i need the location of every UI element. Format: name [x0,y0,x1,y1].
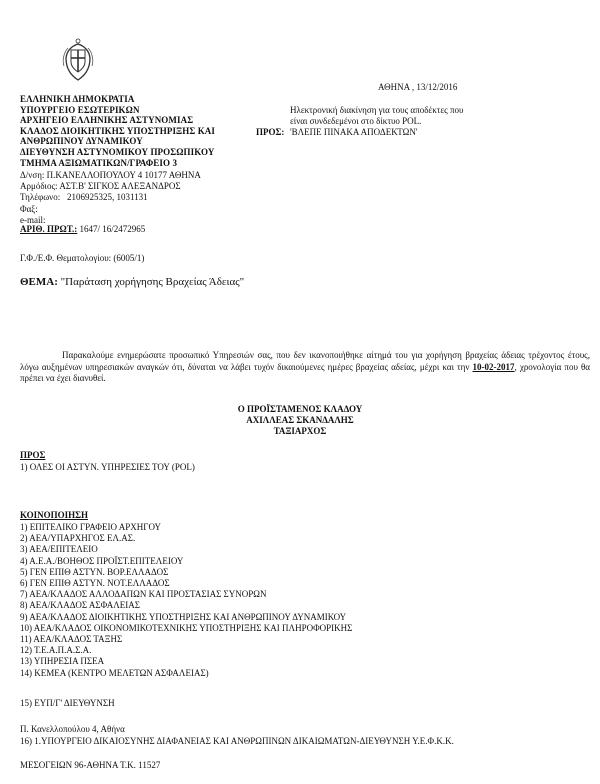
list-item: 14) ΚΕΜΕΑ (ΚΕΝΤΡΟ ΜΕΛΕΤΩΝ ΑΣΦΑΛΕΙΑΣ) [20,667,209,678]
address-line: Π. Κανελλοπούλου 4, Αθήνα [20,724,125,734]
body-text-end: , χρονολογία που θα πρέπει να έχει διανυθεί. [20,361,590,383]
deadline-date: 10-02-2017 [472,361,515,372]
signatory-name: ΑΧΙΛΛΕΑΣ ΣΚΑΝΔΑΛΗΣ [246,415,354,425]
list-item: 1) ΕΠΙΤΕΛΙΚΟ ΓΡΑΦΕΙΟ ΑΡΧΗΓΟΥ [20,522,161,532]
header-line: ΚΛΑΔΟΣ ΔΙΟΙΚΗΤΙΚΗΣ ΥΠΟΣΤΗΡΙΞΗΣ ΚΑΙ [20,125,215,136]
protocol-value: 1647/ 16/2472965 [79,224,146,234]
topic-file-reference: Γ.Φ./Ε.Φ. Θεματολογίου: (6005/1) [20,253,145,263]
body-text-start: Παρακαλούμε ενημερώσατε προσωπικό Υπηρεσιών σας, που δεν ικανοποιήθηκε αίτημά του για χορήγηση βραχείας άδειας τρέχοντος έτους, λόγω αυξημένων υπηρεσιακών αναγκών ότι, δύναται να λάβει τυχόν δικαιούμενες ημέρες βραχείας αδείας, μέχρι και την [20,350,590,372]
header-line: ΕΛΛΗΝΙΚΗ ΔΗΜΟΚΡΑΤΙΑ [20,94,135,104]
header-line: ΥΠΟΥΡΓΕΙΟ ΕΣΩΤΕΡΙΚΩΝ [20,104,140,115]
signature-block [238,404,363,437]
address-label: Δ/νση: [20,170,45,180]
list-item: 2) ΑΕΑ/ΥΠΑΡΧΗΓΟΣ ΕΛ.ΑΣ. [20,533,136,544]
recipient-value: 'ΒΛΕΠΕ ΠΙΝΑΚΑ ΑΠΟΔΕΚΤΩΝ' [290,127,418,137]
list-item: 1) ΟΛΕΣ ΟΙ ΑΣΤΥΝ. ΥΠΗΡΕΣΙΕΣ ΤΟΥ (POL) [20,462,195,472]
coat-of-arms-emblem [58,36,98,84]
officer-value: ΑΣΤ.Β' ΣΙΓΚΟΣ ΑΛΕΞΑΝΔΡΟΣ [59,181,181,192]
list-item: 13) ΥΠΗΡΕΣΙΑ ΠΣΕΑ [20,656,105,667]
document-date: ΑΘΗΝΑ , 13/12/2016 [378,82,458,92]
list-item: 3) ΑΕΑ/ΕΠΙΤΕΛΕΙΟ [20,544,98,555]
body-paragraph [20,350,590,385]
list-item: 10) ΑΕΑ/ΚΛΑΔΟΣ ΟΙΚΟΝΟΜΙΚΟΤΕΧΝΙΚΗΣ ΥΠΟΣΤΗΡΙΞΗΣ ΚΑΙ ΠΛΗΡΟΦΟΡΙΚΗΣ [20,622,353,633]
signatory-title: Ο ΠΡΟΪΣΤΑΜΕΝΟΣ ΚΛΑΔΟΥ [237,404,363,414]
list-item: 16) 1.ΥΠΟΥΡΓΕΙΟ ΔΙΚΑΙΟΣΥΝΗΣ ΔΙΑΦΑΝΕΙΑΣ ΚΑΙ ΑΝΘΡΩΠΙΝΩΝ ΔΙΚΑΙΩΜΑΤΩΝ-ΔΙΕΥΘΥΝΣΗ Υ.Ε.Φ.Κ.Κ. [20,736,454,746]
note-line: Ηλεκτρονική διακίνηση για τους αποδέκτες που [290,105,464,115]
issuing-authority-header [20,94,215,168]
cc-section-title: ΚΟΙΝΟΠΟΙΗΣΗ [20,510,89,520]
subject-label: ΘΕΜΑ: [20,276,58,288]
list-item: 5) ΓΕΝ ΕΠΙΘ ΑΣΤΥΝ. ΒΟΡ.ΕΛΛΑΔΟΣ [20,566,169,577]
list-item: 6) ΓΕΝ ΕΠΙΘ ΑΣΤΥΝ. ΝΟΤ.ΕΛΛΑΔΟΣ [20,578,170,589]
list-item: 11) ΑΕΑ/ΚΛΑΔΟΣ ΤΑΞΗΣ [20,634,123,645]
list-item: 15) ΕΥΠ/Γ' ΔΙΕΥΘΥΝΣΗ [20,698,115,708]
protocol-label: ΑΡΙΘ. ΠΡΩΤ.: [20,224,78,234]
list-item: 7) ΑΕΑ/ΚΛΑΔΟΣ ΑΛΛΟΔΑΠΩΝ ΚΑΙ ΠΡΟΣΤΑΣΙΑΣ ΣΥΝΟΡΩΝ [20,589,267,600]
list-item: 8) ΑΕΑ/ΚΛΑΔΟΣ ΑΣΦΑΛΕΙΑΣ [20,600,141,611]
subject-line [20,276,244,288]
note-line: είναι συνδεδεμένοι στο δίκτυο POL. [290,115,422,126]
protocol-number [20,224,145,234]
header-line: ΑΡΧΗΓΕΙΟ ΕΛΛΗΝΙΚΗΣ ΑΣΤΥΝΟΜΙΑΣ [20,115,194,126]
recipient-label: ΠΡΟΣ: [256,127,285,137]
distribution-note [290,105,463,127]
phone-label: Τηλέφωνο: [20,192,61,203]
fax-label: Φαξ: [20,203,38,214]
header-line: ΔΙΕΥΘΥΝΣΗ ΑΣΤΥΝΟΜΙΚΟΥ ΠΡΟΣΩΠΙΚΟΥ [20,146,215,157]
cc-list [20,522,352,679]
list-item: 9) ΑΕΑ/ΚΛΑΔΟΣ ΔΙΟΙΚΗΤΙΚΗΣ ΥΠΟΣΤΗΡΙΞΗΣ ΚΑΙ ΑΝΘΡΩΠΙΝΟΥ ΔΥΝΑΜΙΚΟΥ [20,611,347,622]
address-value: Π.ΚΑΝΕΛΛΟΠΟΥΛΟΥ 4 10177 ΑΘΗΝΑ [46,170,201,180]
list-item: 4) Α.Ε.Α./ΒΟΗΘΟΣ ΠΡΟΪΣΤ.ΕΠΙΤΕΛΕΙΟΥ [20,555,184,566]
signatory-rank: ΤΑΞΙΑΡΧΟΣ [273,426,327,436]
subject-value: "Παράταση χορήγησης Βραχείας Άδειας" [60,276,245,288]
officer-label: Αρμόδιος: [20,181,58,192]
address-line: ΜΕΣΟΓΕΙΩΝ 96-ΑΘΗΝΑ Τ.Κ. 11527 [20,760,161,770]
contact-details [20,170,201,226]
list-item: 12) Τ.Ε.Α.Π.Α.Σ.Α. [20,645,92,656]
recipients-section-title: ΠΡΟΣ [20,450,46,460]
header-line: ΤΜΗΜΑ ΑΞΙΩΜΑΤΙΚΩΝ/ΓΡΑΦΕΙΟ 3 [20,157,178,168]
phone-value: 2106925325, 1031131 [66,192,148,203]
recipients-list [20,462,195,473]
header-line: ΑΝΘΡΩΠΙΝΟΥ ΔΥΝΑΜΙΚΟΥ [20,136,143,147]
email-label: e-mail: [20,214,46,225]
